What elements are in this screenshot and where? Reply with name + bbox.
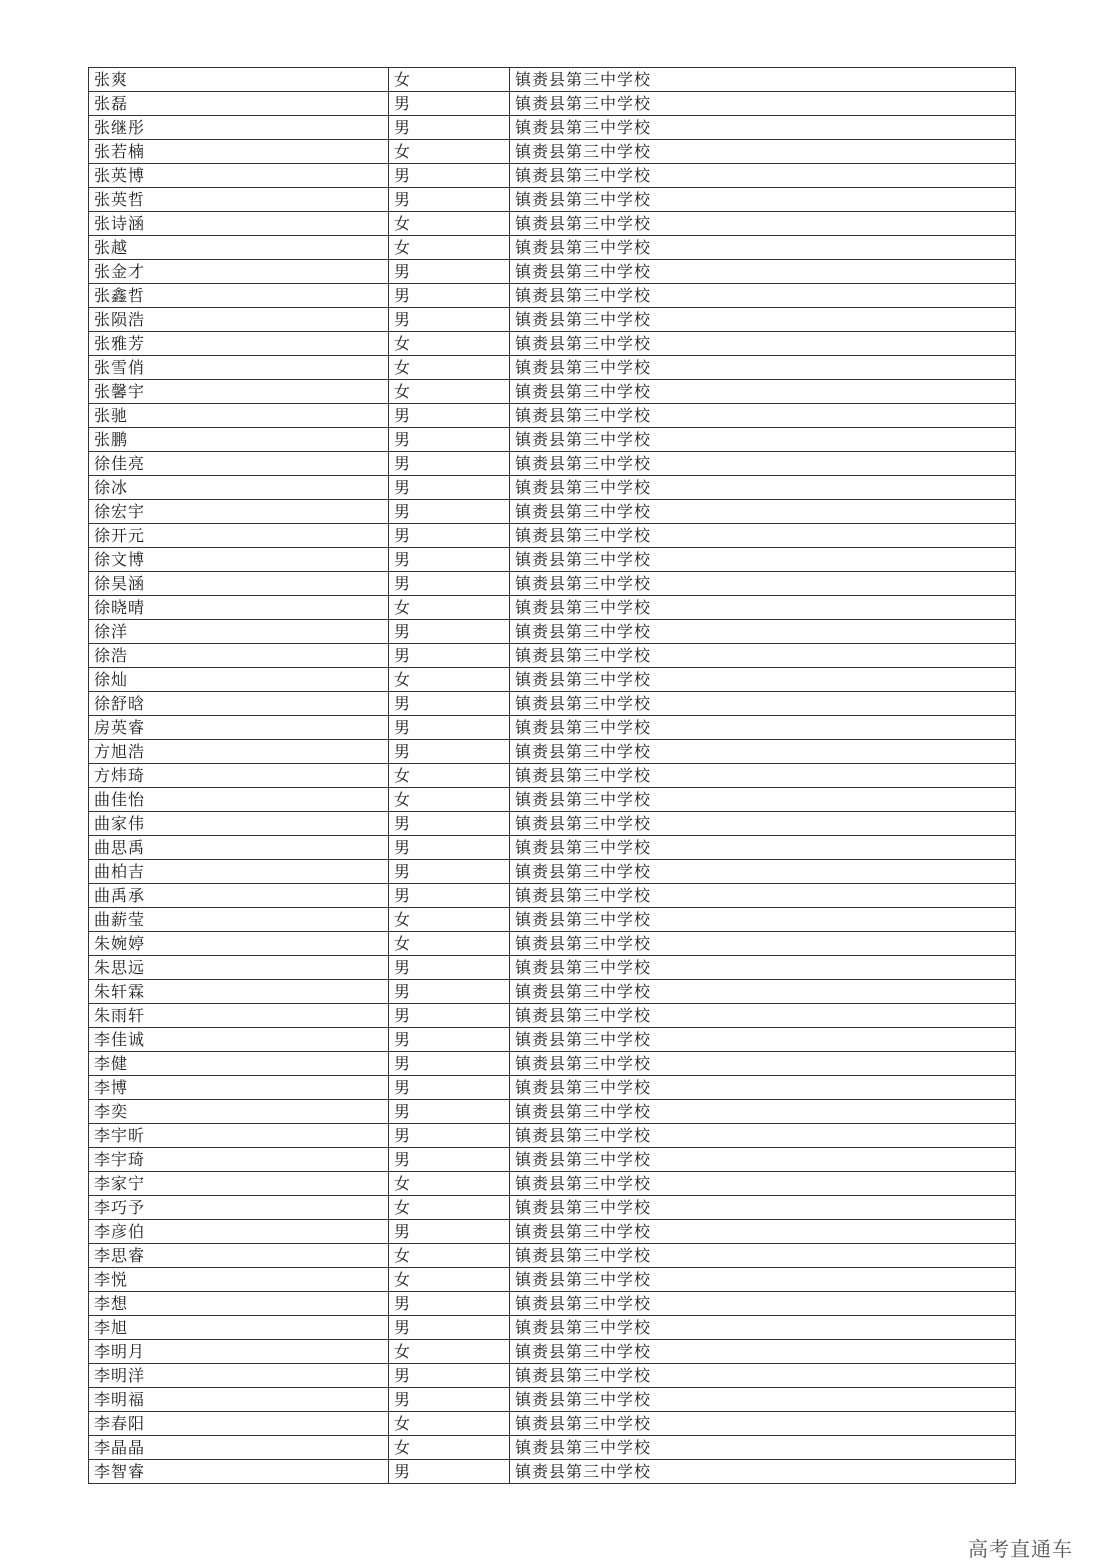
table-row <box>89 1268 1016 1292</box>
gender-cell: 男 <box>389 260 510 284</box>
table-row <box>89 668 1016 692</box>
table-row <box>89 572 1016 596</box>
name-cell: 朱轩霖 <box>89 980 389 1004</box>
gender-cell: 男 <box>389 116 510 140</box>
gender-cell: 男 <box>389 884 510 908</box>
table-row <box>89 1172 1016 1196</box>
gender-cell: 男 <box>389 284 510 308</box>
gender-cell: 女 <box>389 596 510 620</box>
school-cell: 镇赉县第三中学校 <box>510 380 1016 404</box>
table-row <box>89 164 1016 188</box>
watermark: 高考直通车 <box>968 1537 1073 1561</box>
school-cell: 镇赉县第三中学校 <box>510 1220 1016 1244</box>
gender-cell: 男 <box>389 404 510 428</box>
gender-cell: 男 <box>389 1148 510 1172</box>
gender-cell: 男 <box>389 572 510 596</box>
table-row <box>89 1124 1016 1148</box>
name-cell: 房英睿 <box>89 716 389 740</box>
name-cell: 朱婉婷 <box>89 932 389 956</box>
school-cell: 镇赉县第三中学校 <box>510 1340 1016 1364</box>
gender-cell: 女 <box>389 932 510 956</box>
gender-cell: 女 <box>389 788 510 812</box>
school-cell: 镇赉县第三中学校 <box>510 1172 1016 1196</box>
name-cell: 李明洋 <box>89 1364 389 1388</box>
gender-cell: 女 <box>389 1436 510 1460</box>
gender-cell: 男 <box>389 980 510 1004</box>
school-cell: 镇赉县第三中学校 <box>510 404 1016 428</box>
name-cell: 张鑫哲 <box>89 284 389 308</box>
gender-cell: 男 <box>389 716 510 740</box>
gender-cell: 男 <box>389 164 510 188</box>
table-row <box>89 956 1016 980</box>
name-cell: 李思睿 <box>89 1244 389 1268</box>
gender-cell: 女 <box>389 68 510 92</box>
gender-cell: 男 <box>389 188 510 212</box>
school-cell: 镇赉县第三中学校 <box>510 164 1016 188</box>
name-cell: 李春阳 <box>89 1412 389 1436</box>
gender-cell: 男 <box>389 836 510 860</box>
name-cell: 张继彤 <box>89 116 389 140</box>
gender-cell: 男 <box>389 1220 510 1244</box>
school-cell: 镇赉县第三中学校 <box>510 308 1016 332</box>
name-cell: 李悦 <box>89 1268 389 1292</box>
table-row <box>89 452 1016 476</box>
roster-table <box>88 67 1016 1484</box>
school-cell: 镇赉县第三中学校 <box>510 140 1016 164</box>
school-cell: 镇赉县第三中学校 <box>510 476 1016 500</box>
gender-cell: 男 <box>389 476 510 500</box>
table-row <box>89 740 1016 764</box>
name-cell: 张馨宇 <box>89 380 389 404</box>
gender-cell: 男 <box>389 548 510 572</box>
table-row <box>89 524 1016 548</box>
school-cell: 镇赉县第三中学校 <box>510 1052 1016 1076</box>
school-cell: 镇赉县第三中学校 <box>510 524 1016 548</box>
name-cell: 李宇昕 <box>89 1124 389 1148</box>
name-cell: 朱雨轩 <box>89 1004 389 1028</box>
school-cell: 镇赉县第三中学校 <box>510 692 1016 716</box>
roster-body <box>89 68 1016 1484</box>
gender-cell: 男 <box>389 1124 510 1148</box>
table-row <box>89 428 1016 452</box>
gender-cell: 女 <box>389 1268 510 1292</box>
school-cell: 镇赉县第三中学校 <box>510 1364 1016 1388</box>
name-cell: 张越 <box>89 236 389 260</box>
table-row <box>89 1028 1016 1052</box>
name-cell: 徐开元 <box>89 524 389 548</box>
name-cell: 李博 <box>89 1076 389 1100</box>
school-cell: 镇赉县第三中学校 <box>510 644 1016 668</box>
gender-cell: 女 <box>389 1340 510 1364</box>
gender-cell: 男 <box>389 92 510 116</box>
table-row <box>89 812 1016 836</box>
school-cell: 镇赉县第三中学校 <box>510 740 1016 764</box>
name-cell: 李健 <box>89 1052 389 1076</box>
school-cell: 镇赉县第三中学校 <box>510 548 1016 572</box>
table-row <box>89 1100 1016 1124</box>
gender-cell: 男 <box>389 428 510 452</box>
school-cell: 镇赉县第三中学校 <box>510 260 1016 284</box>
name-cell: 李彦伯 <box>89 1220 389 1244</box>
table-row <box>89 380 1016 404</box>
name-cell: 曲思禹 <box>89 836 389 860</box>
school-cell: 镇赉县第三中学校 <box>510 980 1016 1004</box>
school-cell: 镇赉县第三中学校 <box>510 1196 1016 1220</box>
name-cell: 徐浩 <box>89 644 389 668</box>
gender-cell: 男 <box>389 620 510 644</box>
school-cell: 镇赉县第三中学校 <box>510 116 1016 140</box>
gender-cell: 女 <box>389 236 510 260</box>
name-cell: 徐晓晴 <box>89 596 389 620</box>
gender-cell: 女 <box>389 1244 510 1268</box>
table-row <box>89 1148 1016 1172</box>
name-cell: 李晶晶 <box>89 1436 389 1460</box>
name-cell: 李家宁 <box>89 1172 389 1196</box>
gender-cell: 男 <box>389 860 510 884</box>
name-cell: 曲柏吉 <box>89 860 389 884</box>
gender-cell: 男 <box>389 1316 510 1340</box>
table-row <box>89 1316 1016 1340</box>
school-cell: 镇赉县第三中学校 <box>510 764 1016 788</box>
school-cell: 镇赉县第三中学校 <box>510 788 1016 812</box>
gender-cell: 男 <box>389 1100 510 1124</box>
gender-cell: 女 <box>389 668 510 692</box>
school-cell: 镇赉县第三中学校 <box>510 716 1016 740</box>
name-cell: 曲佳怡 <box>89 788 389 812</box>
school-cell: 镇赉县第三中学校 <box>510 908 1016 932</box>
name-cell: 徐冰 <box>89 476 389 500</box>
table-row <box>89 1412 1016 1436</box>
name-cell: 方炜琦 <box>89 764 389 788</box>
name-cell: 徐昊涵 <box>89 572 389 596</box>
school-cell: 镇赉县第三中学校 <box>510 1388 1016 1412</box>
gender-cell: 男 <box>389 1460 510 1484</box>
school-cell: 镇赉县第三中学校 <box>510 1268 1016 1292</box>
table-row <box>89 1244 1016 1268</box>
name-cell: 张英博 <box>89 164 389 188</box>
name-cell: 张诗涵 <box>89 212 389 236</box>
name-cell: 方旭浩 <box>89 740 389 764</box>
name-cell: 曲薪莹 <box>89 908 389 932</box>
gender-cell: 女 <box>389 908 510 932</box>
name-cell: 张磊 <box>89 92 389 116</box>
school-cell: 镇赉县第三中学校 <box>510 188 1016 212</box>
name-cell: 徐文博 <box>89 548 389 572</box>
school-cell: 镇赉县第三中学校 <box>510 668 1016 692</box>
gender-cell: 女 <box>389 332 510 356</box>
school-cell: 镇赉县第三中学校 <box>510 1292 1016 1316</box>
school-cell: 镇赉县第三中学校 <box>510 1316 1016 1340</box>
name-cell: 李宇琦 <box>89 1148 389 1172</box>
table-row <box>89 884 1016 908</box>
table-row <box>89 1292 1016 1316</box>
table-row <box>89 116 1016 140</box>
gender-cell: 男 <box>389 500 510 524</box>
school-cell: 镇赉县第三中学校 <box>510 212 1016 236</box>
table-row <box>89 284 1016 308</box>
school-cell: 镇赉县第三中学校 <box>510 236 1016 260</box>
school-cell: 镇赉县第三中学校 <box>510 884 1016 908</box>
table-row <box>89 860 1016 884</box>
school-cell: 镇赉县第三中学校 <box>510 836 1016 860</box>
table-row <box>89 1004 1016 1028</box>
table-row <box>89 356 1016 380</box>
name-cell: 李佳诚 <box>89 1028 389 1052</box>
school-cell: 镇赉县第三中学校 <box>510 620 1016 644</box>
gender-cell: 女 <box>389 140 510 164</box>
table-row <box>89 188 1016 212</box>
school-cell: 镇赉县第三中学校 <box>510 428 1016 452</box>
name-cell: 李想 <box>89 1292 389 1316</box>
gender-cell: 女 <box>389 1196 510 1220</box>
school-cell: 镇赉县第三中学校 <box>510 1028 1016 1052</box>
table-row <box>89 1076 1016 1100</box>
gender-cell: 女 <box>389 380 510 404</box>
gender-cell: 男 <box>389 1076 510 1100</box>
gender-cell: 男 <box>389 692 510 716</box>
school-cell: 镇赉县第三中学校 <box>510 956 1016 980</box>
gender-cell: 男 <box>389 812 510 836</box>
name-cell: 朱思远 <box>89 956 389 980</box>
school-cell: 镇赉县第三中学校 <box>510 932 1016 956</box>
table-row <box>89 980 1016 1004</box>
table-row <box>89 644 1016 668</box>
table-row <box>89 140 1016 164</box>
school-cell: 镇赉县第三中学校 <box>510 332 1016 356</box>
table-row <box>89 1364 1016 1388</box>
table-row <box>89 1388 1016 1412</box>
name-cell: 张雅芳 <box>89 332 389 356</box>
table-row <box>89 212 1016 236</box>
school-cell: 镇赉县第三中学校 <box>510 500 1016 524</box>
school-cell: 镇赉县第三中学校 <box>510 572 1016 596</box>
name-cell: 张驰 <box>89 404 389 428</box>
school-cell: 镇赉县第三中学校 <box>510 1076 1016 1100</box>
gender-cell: 女 <box>389 1412 510 1436</box>
name-cell: 曲家伟 <box>89 812 389 836</box>
table-row <box>89 476 1016 500</box>
name-cell: 张若楠 <box>89 140 389 164</box>
table-row <box>89 548 1016 572</box>
gender-cell: 女 <box>389 212 510 236</box>
gender-cell: 男 <box>389 524 510 548</box>
table-row <box>89 260 1016 284</box>
name-cell: 徐灿 <box>89 668 389 692</box>
school-cell: 镇赉县第三中学校 <box>510 1412 1016 1436</box>
table-row <box>89 620 1016 644</box>
name-cell: 李奕 <box>89 1100 389 1124</box>
school-cell: 镇赉县第三中学校 <box>510 812 1016 836</box>
gender-cell: 男 <box>389 1028 510 1052</box>
school-cell: 镇赉县第三中学校 <box>510 356 1016 380</box>
table-row <box>89 68 1016 92</box>
table-row <box>89 332 1016 356</box>
school-cell: 镇赉县第三中学校 <box>510 1460 1016 1484</box>
name-cell: 李旭 <box>89 1316 389 1340</box>
table-row <box>89 716 1016 740</box>
gender-cell: 男 <box>389 644 510 668</box>
gender-cell: 男 <box>389 1004 510 1028</box>
school-cell: 镇赉县第三中学校 <box>510 68 1016 92</box>
table-row <box>89 1340 1016 1364</box>
name-cell: 徐佳亮 <box>89 452 389 476</box>
school-cell: 镇赉县第三中学校 <box>510 1436 1016 1460</box>
school-cell: 镇赉县第三中学校 <box>510 284 1016 308</box>
table-row <box>89 932 1016 956</box>
name-cell: 李明月 <box>89 1340 389 1364</box>
name-cell: 张爽 <box>89 68 389 92</box>
name-cell: 徐洋 <box>89 620 389 644</box>
school-cell: 镇赉县第三中学校 <box>510 1124 1016 1148</box>
name-cell: 张鹏 <box>89 428 389 452</box>
name-cell: 李明福 <box>89 1388 389 1412</box>
school-cell: 镇赉县第三中学校 <box>510 596 1016 620</box>
gender-cell: 男 <box>389 1052 510 1076</box>
gender-cell: 女 <box>389 356 510 380</box>
table-row <box>89 1220 1016 1244</box>
school-cell: 镇赉县第三中学校 <box>510 92 1016 116</box>
name-cell: 张英哲 <box>89 188 389 212</box>
name-cell: 曲禹承 <box>89 884 389 908</box>
school-cell: 镇赉县第三中学校 <box>510 860 1016 884</box>
table-row <box>89 500 1016 524</box>
name-cell: 李巧予 <box>89 1196 389 1220</box>
table-row <box>89 764 1016 788</box>
school-cell: 镇赉县第三中学校 <box>510 1004 1016 1028</box>
table-row <box>89 692 1016 716</box>
table-row <box>89 1436 1016 1460</box>
table-row <box>89 92 1016 116</box>
table-row <box>89 596 1016 620</box>
table-row <box>89 1052 1016 1076</box>
table-row <box>89 308 1016 332</box>
gender-cell: 女 <box>389 1172 510 1196</box>
school-cell: 镇赉县第三中学校 <box>510 452 1016 476</box>
table-row <box>89 836 1016 860</box>
gender-cell: 男 <box>389 740 510 764</box>
gender-cell: 女 <box>389 764 510 788</box>
school-cell: 镇赉县第三中学校 <box>510 1148 1016 1172</box>
gender-cell: 男 <box>389 1388 510 1412</box>
table-row <box>89 1460 1016 1484</box>
table-row <box>89 908 1016 932</box>
table-row <box>89 404 1016 428</box>
name-cell: 李智睿 <box>89 1460 389 1484</box>
name-cell: 张雪俏 <box>89 356 389 380</box>
name-cell: 徐宏宇 <box>89 500 389 524</box>
gender-cell: 男 <box>389 452 510 476</box>
school-cell: 镇赉县第三中学校 <box>510 1244 1016 1268</box>
table-row <box>89 788 1016 812</box>
gender-cell: 男 <box>389 308 510 332</box>
table-row <box>89 1196 1016 1220</box>
name-cell: 张金才 <box>89 260 389 284</box>
gender-cell: 男 <box>389 1292 510 1316</box>
school-cell: 镇赉县第三中学校 <box>510 1100 1016 1124</box>
name-cell: 徐舒晗 <box>89 692 389 716</box>
name-cell: 张陨浩 <box>89 308 389 332</box>
gender-cell: 男 <box>389 1364 510 1388</box>
table-row <box>89 236 1016 260</box>
gender-cell: 男 <box>389 956 510 980</box>
